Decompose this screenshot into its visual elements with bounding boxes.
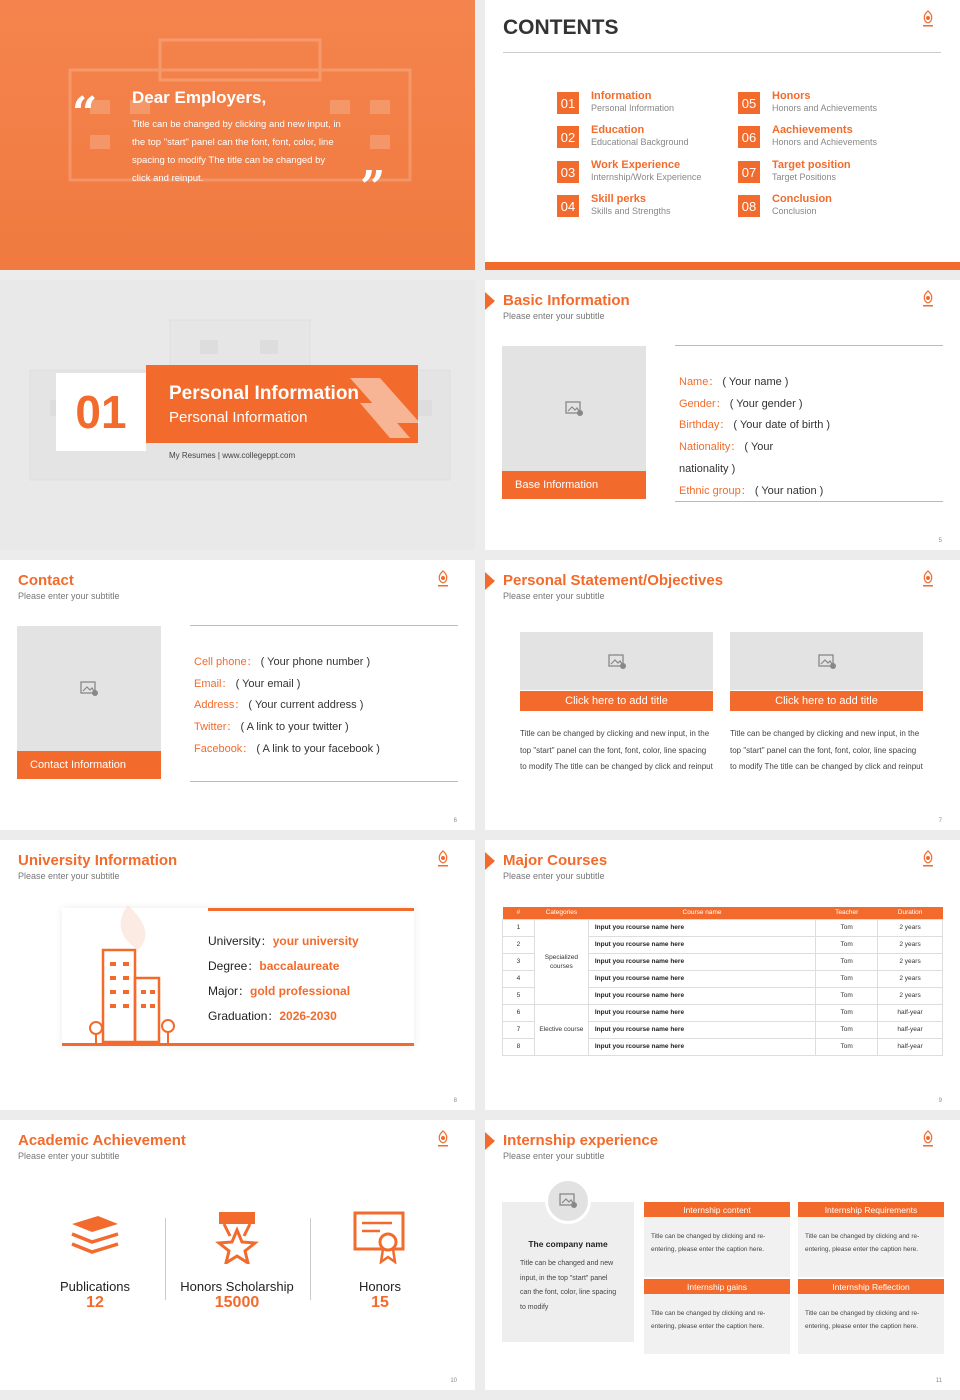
section-subtitle[interactable]: Personal Information (169, 409, 308, 426)
slide-title[interactable]: Major Courses (503, 852, 608, 869)
slide-title[interactable]: Contact (18, 572, 74, 589)
company-text[interactable]: Title can be changed and new input, in the top "start" panel can the font, color, line spacing to modify (520, 1260, 617, 1311)
info-row-email[interactable] (194, 674, 380, 696)
info-value: ( Your name ) (722, 376, 789, 388)
cell-teacher[interactable]: Tom (816, 987, 878, 1004)
cell-course[interactable]: Input you rcourse name here (588, 936, 815, 953)
cell-duration[interactable]: 2 years (878, 953, 943, 970)
cell-course[interactable]: Input you rcourse name here (588, 919, 815, 936)
college-logo-icon (920, 1130, 936, 1148)
info-row-address[interactable] (194, 695, 380, 717)
internship-requirements-text[interactable]: Title can be changed by clicking and re-entering, please enter the caption here. (805, 1233, 920, 1253)
info-row-nationality-cont[interactable] (679, 459, 830, 481)
info-row-birthday[interactable] (679, 415, 830, 437)
building-icon (68, 900, 198, 1046)
contents-item-title: Honors (772, 90, 811, 102)
contents-item-number: 08 (738, 195, 760, 217)
basic-info-list (679, 372, 830, 502)
slide-subtitle[interactable]: Please enter your subtitle (503, 871, 605, 881)
cell-course[interactable]: Input you rcourse name here (588, 1038, 815, 1055)
cell-teacher[interactable]: Tom (816, 919, 878, 936)
contents-item-3[interactable] (557, 159, 701, 183)
page-number: 10 (450, 1378, 457, 1384)
contents-item-number: 04 (557, 195, 579, 217)
contents-item-sub: Internship/Work Experience (591, 172, 702, 182)
column-divider (165, 1218, 166, 1300)
info-row-major[interactable] (208, 979, 359, 1004)
slide-subtitle[interactable]: Please enter your subtitle (503, 1151, 605, 1161)
medal-icon (214, 1210, 260, 1264)
table-header-row (503, 907, 943, 919)
cell-number: 4 (503, 970, 535, 987)
college-logo-icon (435, 850, 451, 868)
contents-item-title: Target position (772, 159, 851, 171)
info-row-graduation[interactable] (208, 1004, 359, 1029)
college-logo-icon (920, 850, 936, 868)
info-row-nationality[interactable] (679, 437, 830, 459)
cell-duration[interactable]: 2 years (878, 919, 943, 936)
contents-item-title: Education (591, 124, 645, 136)
image-placeholder-icon (608, 653, 626, 669)
info-row-gender[interactable] (679, 394, 830, 416)
contents-item-4[interactable] (557, 193, 671, 217)
info-value: baccalaureate (259, 959, 340, 973)
info-value: ( Your current address ) (248, 699, 364, 712)
cell-course[interactable]: Input you rcourse name here (588, 1004, 815, 1021)
cell-course[interactable]: Input you rcourse name here (588, 1021, 815, 1038)
cell-number: 7 (503, 1021, 535, 1038)
college-logo-icon (435, 1130, 451, 1148)
slide-university-information[interactable] (0, 840, 475, 1110)
section-number[interactable]: 01 (56, 373, 146, 451)
slide-section-personal-information[interactable] (0, 280, 475, 550)
info-value: ( Your gender ) (729, 397, 803, 410)
slide-subtitle[interactable]: Please enter your subtitle (18, 591, 120, 601)
info-key: Degree： (208, 959, 260, 973)
cell-duration[interactable]: 2 years (878, 970, 943, 987)
info-key: Twitter： (194, 721, 238, 734)
achievement-label: Honors (359, 1279, 401, 1294)
contents-item-title: Aachievements (772, 124, 853, 136)
cell-teacher[interactable]: Tom (816, 936, 878, 953)
photo-caption-bar[interactable]: Base Information (502, 471, 646, 499)
slide-title[interactable]: Academic Achievement (18, 1132, 186, 1149)
image-placeholder-icon (565, 400, 583, 416)
contents-item-number: 06 (738, 126, 760, 148)
info-value: ( A link to your twitter ) (240, 721, 349, 734)
contents-title[interactable]: CONTENTS (503, 16, 619, 39)
slide-contact[interactable] (0, 560, 475, 830)
cell-number: 5 (503, 987, 535, 1004)
achievement-honors[interactable] (315, 1279, 445, 1312)
contents-item-1[interactable] (557, 90, 674, 114)
col-number: # (503, 907, 535, 919)
slide-academic-achievement[interactable] (0, 1120, 475, 1390)
info-value: ( Your nation ) (754, 484, 824, 497)
cell-number: 1 (503, 919, 535, 936)
cell-course[interactable]: Input you rcourse name here (588, 987, 815, 1004)
internship-gains-header[interactable]: Internship gains (644, 1279, 790, 1294)
bottom-accent-bar (485, 262, 960, 270)
divider-bottom (675, 501, 943, 502)
info-value: your university (272, 934, 359, 948)
contents-item-sub: Conclusion (772, 206, 817, 216)
info-row-name[interactable] (679, 372, 830, 394)
title-marker-icon (485, 292, 495, 310)
title-divider (503, 52, 941, 53)
page-number: 9 (938, 1098, 942, 1104)
section-footer: My Resumes | www.collegeppt.com (169, 451, 296, 460)
slide-subtitle[interactable]: Please enter your subtitle (18, 1151, 120, 1161)
contents-item-sub: Educational Background (591, 137, 689, 147)
cell-duration[interactable]: 2 years (878, 936, 943, 953)
page-number: 7 (938, 818, 942, 824)
info-row-ethnic-group[interactable] (679, 481, 830, 503)
college-logo-icon (435, 570, 451, 588)
cell-duration[interactable]: half-year (878, 1038, 943, 1055)
info-value: ( A link to your facebook ) (256, 742, 380, 755)
info-value: gold professional (250, 984, 351, 998)
cell-duration[interactable]: half-year (878, 1021, 943, 1038)
cell-number: 2 (503, 936, 535, 953)
info-value: ( Your date of birth ) (733, 419, 831, 432)
contents-item-7[interactable] (738, 159, 851, 183)
achievement-publications[interactable] (30, 1279, 160, 1312)
photo-caption-bar[interactable]: Contact Information (17, 751, 161, 779)
contents-item-5[interactable] (738, 90, 877, 114)
slide-subtitle[interactable]: Please enter your subtitle (503, 591, 605, 601)
slide-dear-employers[interactable] (0, 0, 475, 270)
info-key: Major： (208, 984, 251, 998)
contents-item-title: Information (591, 90, 652, 102)
info-row-university[interactable] (208, 929, 359, 954)
info-key: University： (208, 934, 273, 948)
contents-item-6[interactable] (738, 124, 877, 148)
slide-contents[interactable] (485, 0, 960, 270)
col-categories: Categories (534, 907, 588, 919)
achievement-value: 15000 (214, 1294, 260, 1311)
info-key: Nationality： (679, 441, 742, 454)
company-name[interactable]: The company name (528, 1239, 608, 1249)
decorative-stripes (350, 378, 420, 438)
table-row[interactable] (503, 1004, 943, 1021)
cell-number: 3 (503, 953, 535, 970)
contents-item-sub: Honors and Achievements (772, 137, 878, 147)
page-number: 11 (935, 1378, 942, 1384)
internship-reflection-text[interactable]: Title can be changed by clicking and re-entering, please enter the caption here. (805, 1310, 920, 1330)
contents-item-title: Work Experience (591, 159, 681, 171)
cell-number: 8 (503, 1038, 535, 1055)
table-row[interactable] (503, 919, 943, 936)
slide-body-text[interactable]: Title can be changed by clicking and new input, in the top "start" panel can the font, font, color, line spacing to modify The title can be changed by click and reinput. (132, 119, 341, 184)
contents-item-sub: Personal Information (591, 103, 675, 113)
contents-item-2[interactable] (557, 124, 689, 148)
card-top-bar (208, 908, 414, 911)
card-text[interactable]: Title can be changed by clicking and new input, in the top "start" panel can the font, font, color, line spacing to modify The title can be changed by click and reinput (730, 729, 923, 771)
contents-item-number: 07 (738, 161, 760, 183)
achievement-honors-scholarship[interactable] (167, 1279, 307, 1312)
college-logo-icon (920, 570, 936, 588)
slide-major-courses[interactable] (485, 840, 960, 1110)
contents-item-title: Conclusion (772, 193, 832, 205)
cell-teacher[interactable]: Tom (816, 970, 878, 987)
slide-internship-experience[interactable] (485, 1120, 960, 1390)
title-marker-icon (485, 852, 495, 870)
college-logo-icon (920, 10, 936, 28)
contents-item-number: 02 (557, 126, 579, 148)
internship-gains-text[interactable]: Title can be changed by clicking and re-entering, please enter the caption here. (651, 1310, 766, 1330)
info-key: Ethnic group： (679, 484, 752, 497)
slide-title[interactable]: Personal Statement/Objectives (503, 572, 724, 589)
info-row-cell-phone[interactable] (194, 652, 380, 674)
university-info-list (208, 929, 359, 1029)
info-key: Birthday： (679, 419, 731, 432)
card-bottom-bar (62, 1043, 414, 1046)
image-placeholder-icon (559, 1192, 577, 1208)
divider-top (190, 625, 458, 626)
info-key: Email： (194, 677, 233, 690)
card-text[interactable]: Title can be changed by clicking and new input, in the top "start" panel can the font, font, color, line spacing to modify The title can be changed by click and reinput (520, 729, 713, 771)
slide-heading[interactable]: Dear Employers, (132, 88, 267, 107)
courses-table (502, 907, 943, 1056)
contents-item-sub: Honors and Achievements (772, 103, 878, 113)
cell-course[interactable]: Input you rcourse name here (588, 953, 815, 970)
cell-teacher[interactable]: Tom (816, 953, 878, 970)
books-icon (68, 1214, 122, 1260)
slide-title[interactable]: Internship experience (503, 1132, 659, 1149)
close-quote-icon: ” (360, 162, 386, 213)
contents-item-title: Skill perks (591, 193, 647, 205)
info-row-degree[interactable] (208, 954, 359, 979)
column-divider (310, 1218, 311, 1300)
info-value: 2026-2030 (279, 1009, 337, 1023)
info-value: ( Your (744, 441, 774, 454)
cell-teacher[interactable]: Tom (816, 1004, 878, 1021)
info-key: Address： (194, 699, 246, 712)
achievement-label: Honors Scholarship (180, 1279, 294, 1294)
info-key: Facebook： (194, 742, 254, 755)
image-placeholder-icon (818, 653, 836, 669)
contents-item-number: 05 (738, 92, 760, 114)
slide-personal-statement[interactable] (485, 560, 960, 830)
courses-table-wrap (502, 907, 943, 1056)
info-key: Name： (679, 376, 720, 388)
info-key: Cell phone： (194, 656, 258, 668)
info-row-facebook[interactable] (194, 739, 380, 761)
internship-requirements-header[interactable]: Internship Requirements (798, 1202, 944, 1217)
info-key: Graduation： (208, 1009, 280, 1023)
cell-category: Elective course (534, 1004, 588, 1055)
contents-item-number: 03 (557, 161, 579, 183)
slide-title[interactable]: Basic Information (503, 292, 630, 309)
cell-course[interactable]: Input you rcourse name here (588, 970, 815, 987)
cell-number: 6 (503, 1004, 535, 1021)
internship-reflection-header[interactable]: Internship Reflection (798, 1279, 944, 1294)
info-value: nationality ) (679, 462, 736, 475)
col-teacher: Teacher (816, 907, 878, 919)
contents-item-number: 01 (557, 92, 579, 114)
contents-item-8[interactable] (738, 193, 832, 217)
slide-title[interactable]: University Information (18, 852, 178, 869)
page-number: 5 (938, 538, 942, 544)
cell-duration[interactable]: half-year (878, 1004, 943, 1021)
achievement-value: 12 (86, 1294, 104, 1311)
cell-duration[interactable]: 2 years (878, 987, 943, 1004)
section-title[interactable]: Personal Information (169, 383, 360, 404)
slide-subtitle[interactable]: Please enter your subtitle (18, 871, 120, 881)
title-marker-icon (485, 1132, 495, 1150)
image-placeholder-icon (80, 680, 98, 696)
open-quote-icon: “ (72, 88, 98, 139)
info-value: ( Your email ) (235, 677, 301, 690)
title-marker-icon (485, 572, 495, 590)
cell-teacher[interactable]: Tom (816, 1038, 878, 1055)
internship-content-text[interactable]: Title can be changed by clicking and re-entering, please enter the caption here. (651, 1233, 766, 1253)
college-logo-icon (920, 290, 936, 308)
achievement-label: Publications (59, 1279, 131, 1294)
cell-category: Specialized courses (534, 919, 588, 1004)
page-number: 6 (453, 818, 457, 824)
internship-content-header[interactable]: Internship content (644, 1202, 790, 1217)
certificate-icon (352, 1210, 406, 1264)
slide-basic-information[interactable] (485, 280, 960, 550)
slide-subtitle[interactable]: Please enter your subtitle (503, 311, 605, 321)
col-duration: Duration (878, 907, 943, 919)
col-course-name: Course name (588, 907, 815, 919)
cell-teacher[interactable]: Tom (816, 1021, 878, 1038)
contents-item-sub: Target Positions (772, 172, 837, 182)
divider-bottom (190, 781, 458, 782)
divider-top (675, 345, 943, 346)
achievement-value: 15 (371, 1294, 389, 1311)
card-title-button[interactable]: Click here to add title (520, 691, 713, 711)
card-title-button[interactable]: Click here to add title (730, 691, 923, 711)
info-row-twitter[interactable] (194, 717, 380, 739)
info-value: ( Your phone number ) (260, 656, 371, 668)
contact-info-list (194, 652, 380, 761)
page-number: 8 (453, 1098, 457, 1104)
info-key: Gender： (679, 397, 727, 410)
contents-item-sub: Skills and Strengths (591, 206, 671, 216)
